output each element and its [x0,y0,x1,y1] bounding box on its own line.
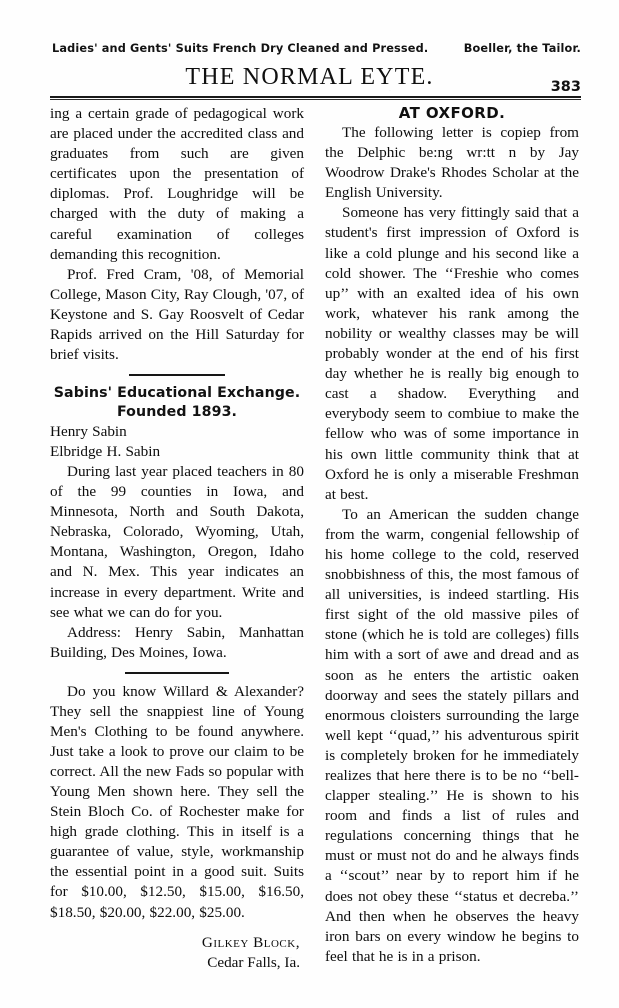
page-title: THE NORMAL EYTE. [185,64,434,90]
at-oxford-paragraph-3: To an American the sudden change from the warm, congenial fellowship of his home college to the cold, reserved snobbishness of this, the most famous of all universities, is indeed startling. His first sight of the old massive piles of stone (which he is told are colleges) fills him with a sort of awe and dread and as soon as he enters the artistic oaken doorway and sees the stately pillars and enormous cloisters surrounding the large well kept ‘‘quad,’’ his adventurous spirit is completely broken for he immediately realizes that here there is to be no ‘‘bell-clapper stealing.’’ He is shown to his room and finds a list of rules and regulations concerning things that he must or must not do and he always finds a ‘‘scout’’ near by to report him if he does not obey these ‘‘status et decreba.’’ And then when he observes the heavy iron bars on every window he begins to feel that he is in a prison. [325,505,579,965]
sabins-exchange-heading-line-2: Founded 1893. [116,403,238,420]
sabins-principal-name-2: Elbridge H. Sabin [50,442,161,460]
two-column-body [50,104,583,998]
right-column [325,104,579,998]
section-divider-rule-1 [129,374,225,376]
paragraph-continued-accreditation: ing a certain grade of pedagogical work are placed under the accredited class and graduates from such are given certificates upon the presentation of diplomas. Prof. Loughridge will be charged with the duty of making a careful examination of colleges demanding this recognition. [50,105,304,263]
page-number: 383 [550,79,581,95]
running-head [52,42,583,55]
at-oxford-paragraph-1: The following letter is copiep from the Delphic be:ng wr:tt n by Jay Woodrow Drake's Rhodes Scholar at the English University. [325,124,579,202]
section-divider-rule-2 [125,672,229,674]
masthead-rule-thin [50,99,581,100]
willard-alexander-ad-address-line-2: Cedar Falls, Ia. [207,954,300,972]
sabins-principal-name-1: Henry Sabin [50,422,127,440]
paragraph-campus-visitors: Prof. Fred Cram, '08, of Memorial College, Mason City, Ray Clough, '07, of Keystone and S. Gay Roosvelt of Cedar Rapids arrived on the Hill Saturday for brief visits. [50,265,304,364]
running-head-advertiser-slogan: Ladies' and Gents' Suits French Dry Cleaned and Pressed. [52,42,429,55]
at-oxford-paragraph-2: Someone has very fittingly said that a student's first impression of Oxford is like a cold plunge and his second like a cold shower. The ‘‘Freshie who comes up’’ with an exalted idea of his own work, whatever his rank among the nobility or wealthy classes may be will probably wonder at the end of his first day whether he is really big enough to cast a shadow. Everything and everybody seem to combiue to make the fellow who was of some importance in his own little community think that at Oxford he is only a miserable Freshmɑn at best. [325,204,579,503]
masthead-divider-rule [50,96,581,101]
masthead-rule-thick [50,96,581,98]
sabins-exchange-body: During last year placed teachers in 80 of the 99 counties in Iowa, and Minnesota, North and South Dakota, Nebraska, Colorado, Wyoming, Utah, Montana, Washington, Oregon, Idaho and N. Mex. This year indicates an increase in every department. Write and see what we can do for you. [50,463,304,621]
sabins-exchange-heading-line-1: Sabins' Educational Exchange. [53,384,301,401]
sabins-exchange-address: Address: Henry Sabin, Manhattan Building, Des Moines, Iowa. [50,623,304,661]
willard-alexander-ad-address-line-1: Gilkey Block, [201,933,300,951]
article-heading-at-oxford: AT OXFORD. [398,104,506,122]
left-column [50,104,304,998]
willard-alexander-ad-body: Do you know Willard & Alexander? They sell the snappiest line of Young Men's Clothing to be found anywhere. Just take a look to prove our claim to be correct. All the new Fads so popular with Young Men shown here. They sell the Stein Bloch Co. of Rochester make for high grade clothing. This in itself is a guarantee of value, style, workmanship the essential point in a good suit. Suits for $10.00, $12.50, $15.00, $16.50, $18.50, $20.00, $22.00, $25.00. [50,682,304,921]
running-head-advertiser-name: Boeller, the Tailor. [463,42,581,55]
